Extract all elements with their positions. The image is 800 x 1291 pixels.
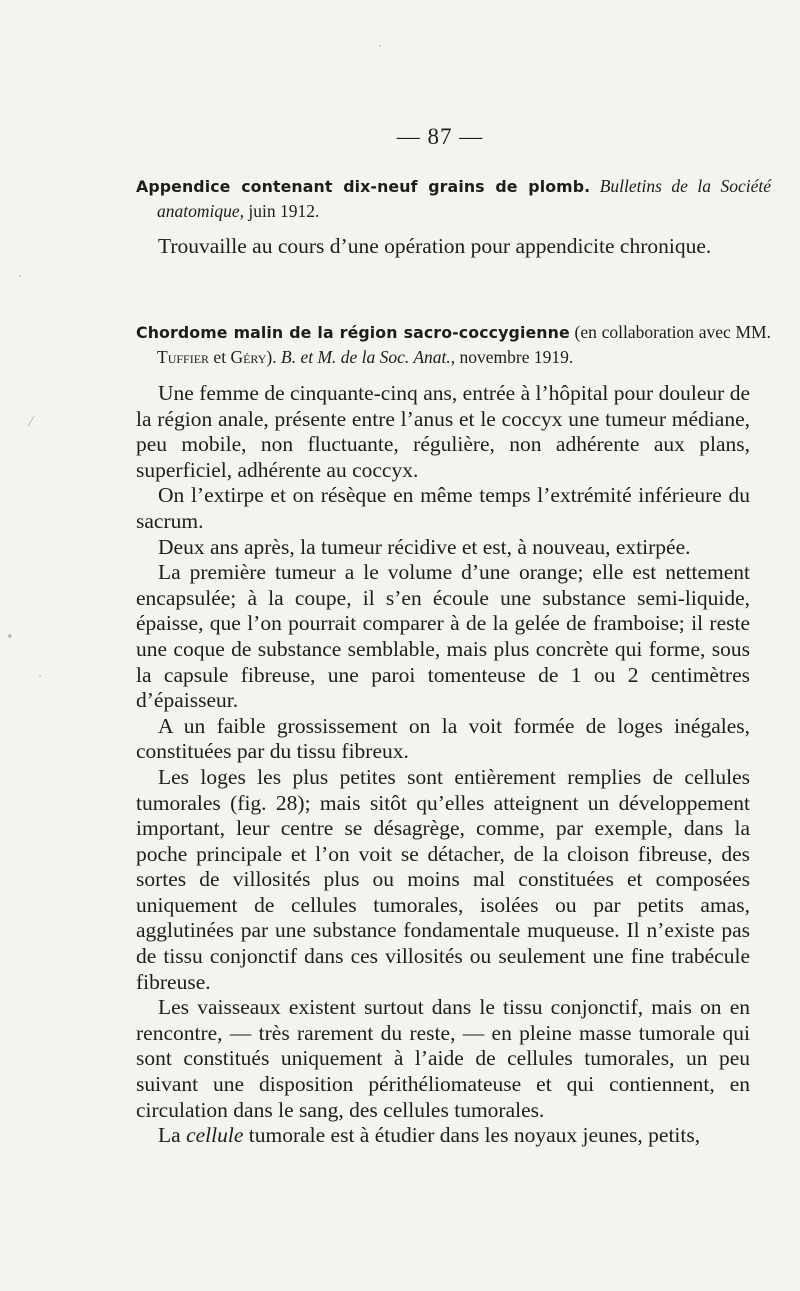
- bibliography-entry-appendice: [136, 174, 771, 224]
- scan-speck: •: [6, 630, 14, 645]
- entry-author: Géry).: [230, 347, 277, 367]
- text-fragment: tumorale est à étudier dans les noyaux jeunes, petits,: [248, 1123, 701, 1148]
- body-paragraph: Les vaisseaux existent surtout dans le tissu conjonctif, mais on en rencontre, — très rarement du reste, — en pleine masse tumorale qui sont constitués uniquement à l’aide de cellules tumorales, un peu suivant une disposition périthéliomateuse et qui contiennent, en circulation dans le sang, des cellules tumorales.: [136, 995, 750, 1122]
- scan-speck: ·: [378, 40, 383, 55]
- entry-title: Chordome malin de la région sacro-coccygienne: [136, 323, 570, 342]
- entry-collaboration: (en collaboration avec MM.: [574, 322, 771, 342]
- entry-conjunction: et: [213, 347, 227, 367]
- entry-title: Appendice contenant dix-neuf grains de plomb.: [136, 177, 591, 196]
- entry-date: novembre 1919.: [459, 347, 574, 367]
- page-number: — 87 —: [396, 124, 484, 149]
- body-paragraph: On l’extirpe et on résèque en même temps l’extrémité inférieure du sacrum.: [136, 483, 750, 533]
- paragraph-text: Trouvaille au cours d’une opération pour appendicite chronique.: [158, 234, 712, 258]
- body-text: [136, 381, 750, 1149]
- paragraph-trouvaille: [136, 234, 750, 260]
- body-paragraph: Deux ans après, la tumeur récidive et est, à nouveau, extirpée.: [158, 534, 691, 559]
- entry-journal: Bulletins de la Société anatomique,: [157, 176, 772, 221]
- body-paragraph: A un faible grossissement on la voit formée de loges inégales, constituées par du tissu fibreux.: [136, 713, 750, 764]
- scan-speck: ·: [38, 670, 43, 685]
- body-paragraph-last: [136, 1123, 750, 1149]
- scan-speck: ·: [18, 270, 23, 285]
- bibliography-entry-chordome: [136, 320, 771, 370]
- italic-term: cellule: [186, 1123, 244, 1148]
- body-paragraph: La première tumeur a le volume d’une orange; elle est nettement encapsulée; à la coupe, il s’en écoule une substance semi-liquide, épaisse, que l’on pourrait comparer à de la gelée de framboise; il reste une coque de substance semblable, mais plus concrète qui forme, sous la capsule fibreuse, une paroi tomenteuse de 1 ou 2 centimètres d’épaisseur.: [136, 560, 750, 713]
- entry-author: Tuffier: [157, 347, 210, 367]
- entry-date: juin 1912.: [248, 201, 320, 221]
- scan-speck: ⁄: [30, 415, 33, 430]
- text-fragment: La: [158, 1123, 181, 1148]
- body-paragraph: Les loges les plus petites sont entièrement remplies de cellules tumorales (fig. 28); mais sitôt qu’elles atteignent un développement important, leur centre se désagrège, comme, par exemple, dans la poche principale et l’on voit se détacher, de la cloison fibreuse, des sortes de villosités plus ou moins mal constituées et composées uniquement de cellules tumorales, isolées ou par petits amas, agglutinées par une substance fondamentale muqueuse. Il n’existe pas de tissu conjonctif dans ces villosités ou seulement une fine trabécule fibreuse.: [136, 764, 750, 994]
- entry-journal: B. et M. de la Soc. Anat.,: [281, 347, 456, 367]
- body-paragraph: Une femme de cinquante-cinq ans, entrée à l’hôpital pour douleur de la région anale, présente entre l’anus et le coccyx une tumeur médiane, peu mobile, non fluctuante, régulière, non adhérente aux plans, superficiel, adhérente au coccyx.: [136, 381, 750, 482]
